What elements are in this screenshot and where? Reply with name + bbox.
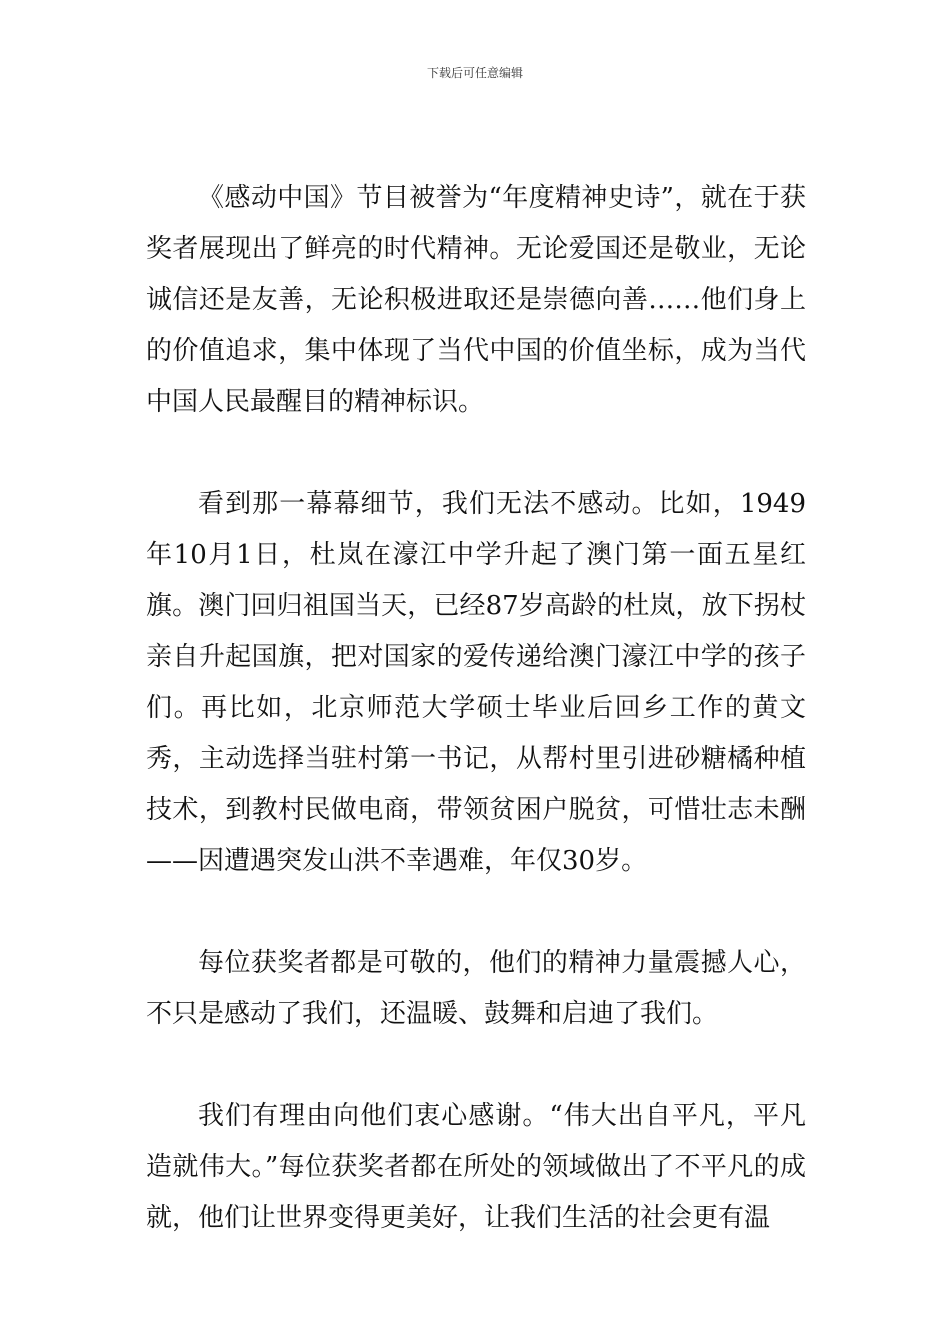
paragraph-1: 《感动中国》节目被誉为“年度精神史诗”，就在于获奖者展现出了鲜亮的时代精神。无论爱国还是敬业，无论诚信还是友善，无论积极进取还是崇德向善……他们身上的价值追求，集中体现了当代中国的价值坐标，成为当代中国人民最醒目的精神标识。 [146, 183, 806, 417]
header-note: 下载后可任意编辑 [426, 66, 523, 80]
paragraph-3: 每位获奖者都是可敬的，他们的精神力量震撼人心，不只是感动了我们，还温暖、鼓舞和启迪了我们。 [146, 948, 806, 1029]
paragraph-2: 看到那一幕幕细节，我们无法不感动。比如，1949年10月1日，杜岚在濠江中学升起了澳门第一面五星红旗。澳门回归祖国当天，已经87岁高龄的杜岚，放下拐杖亲自升起国旗，把对国家的爱传递给澳门濠江中学的孩子们。再比如，北京师范大学硕士毕业后回乡工作的黄文秀，主动选择当驻村第一书记，从帮村里引进砂糖橘种植技术，到教村民做电商，带领贫困户脱贫，可惜壮志未酬——因遭遇突发山洪不幸遇难，年仅30岁。 [146, 489, 806, 876]
paragraph-4: 我们有理由向他们衷心感谢。“伟大出自平凡，平凡造就伟大。”每位获奖者都在所处的领域做出了不平凡的成就，他们让世界变得更美好，让我们生活的社会更有温 [146, 1101, 806, 1233]
article-body [146, 173, 806, 1244]
